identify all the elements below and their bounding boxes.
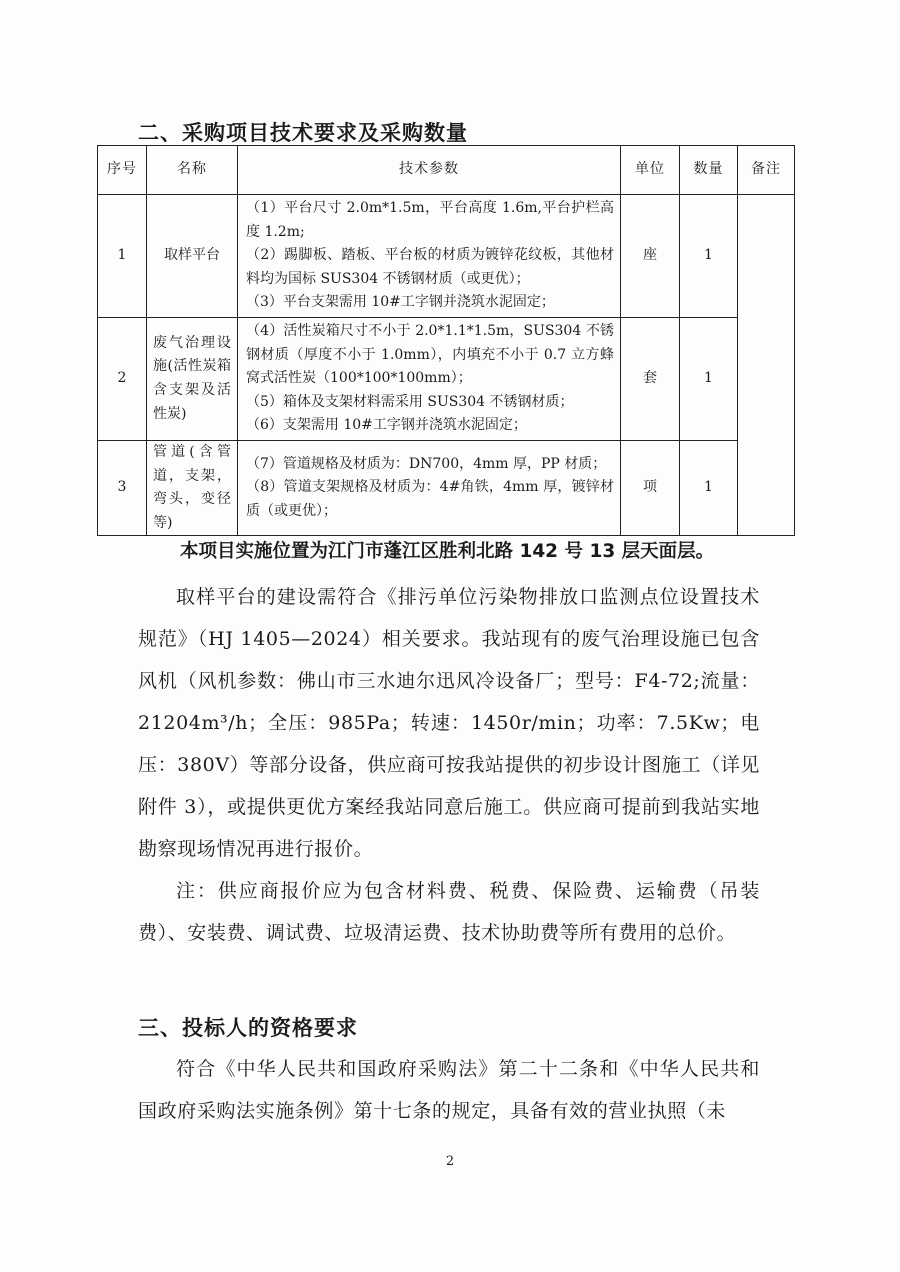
table-row <box>98 440 795 535</box>
remark-cell <box>738 195 795 536</box>
param-item: （6）支架需用 10#工字钢并浇筑水泥固定； <box>246 417 527 434</box>
row-no: 3 <box>98 440 147 535</box>
table-header-row <box>98 146 795 195</box>
row-params <box>238 195 621 318</box>
row-params <box>238 317 621 440</box>
header-params: 技术参数 <box>238 146 621 195</box>
row-unit: 座 <box>621 195 680 318</box>
table-row <box>98 317 795 440</box>
paragraph-note: 注：供应商报价应为包含材料费、税费、保险费、运输费（吊装费）、安装费、调试费、垃圾清运费、技术协助费等所有费用的总价。 <box>138 880 760 944</box>
row-name: 管道(含管道，支架，弯头，变径等) <box>147 440 238 535</box>
header-qty: 数量 <box>680 146 738 195</box>
row-no: 2 <box>98 317 147 440</box>
param-item: （3）平台支架需用 10#工字钢并浇筑水泥固定； <box>246 294 555 311</box>
header-unit: 单位 <box>621 146 680 195</box>
paragraph-qualification: 符合《中华人民共和国政府采购法》第二十二条和《中华人民共和国政府采购法实施条例》第十七条的规定，具备有效的营业执照（未 <box>138 1058 760 1122</box>
param-item: （1）平台尺寸 2.0m*1.5m，平台高度 1.6m,平台护栏高度 1.2m; <box>246 200 614 240</box>
row-params <box>238 440 621 535</box>
param-item: （4）活性炭箱尺寸不小于 2.0*1.1*1.5m，SUS304 不锈钢材质（厚度不小于 1.0mm），内填充不小于 0.7 立方蜂窝式活性炭（100*100*100mm）； <box>246 322 614 387</box>
row-unit: 套 <box>621 317 680 440</box>
row-unit: 项 <box>621 440 680 535</box>
header-no: 序号 <box>98 146 147 195</box>
row-qty: 1 <box>680 317 738 440</box>
row-name: 废气治理设施(活性炭箱含支架及活性炭) <box>147 317 238 440</box>
section-heading-procurement: 二、采购项目技术要求及采购数量 <box>138 121 468 145</box>
row-no: 1 <box>98 195 147 318</box>
paragraph-platform: 取样平台的建设需符合《排污单位污染物排放口监测点位设置技术规范》（HJ 1405—2024）相关要求。我站现有的废气治理设施已包含风机（风机参数：佛山市三水迪尔迅风冷设备厂；型号：F4-72;流量：21204m³/h；全压：985Pa；转速：1450r/min；功率：7.5Kw；电压：380V）等部分设备，供应商可按我站提供的初步设计图施工（详见附件 3），或提供更优方案经我站同意后施工。供应商可提前到我站实地勘察现场情况再进行报价。 <box>138 586 760 860</box>
header-remark: 备注 <box>738 146 795 195</box>
header-name: 名称 <box>147 146 238 195</box>
page-number: 2 <box>445 1154 455 1169</box>
section-heading-qualification: 三、投标人的资格要求 <box>138 1016 358 1040</box>
spec-table <box>97 145 795 536</box>
table-row <box>98 195 795 318</box>
param-item: （7）管道规格及材质为：DN700，4mm 厚，PP 材质； <box>246 455 607 472</box>
param-item: （8）管道支架规格及材质为：4#角铁，4mm 厚，镀锌材质（或更优）； <box>246 479 614 519</box>
param-item: （5）箱体及支架材料需采用 SUS304 不锈钢材质； <box>246 393 574 410</box>
row-name: 取样平台 <box>147 195 238 318</box>
row-qty: 1 <box>680 440 738 535</box>
project-location: 本项目实施位置为江门市蓬江区胜利北路 142 号 13 层天面层。 <box>180 541 715 562</box>
param-item: （2）踢脚板、踏板、平台板的材质为镀锌花纹板，其他材料均为国标 SUS304 不锈钢材质（或更优）； <box>246 247 614 287</box>
row-qty: 1 <box>680 195 738 318</box>
